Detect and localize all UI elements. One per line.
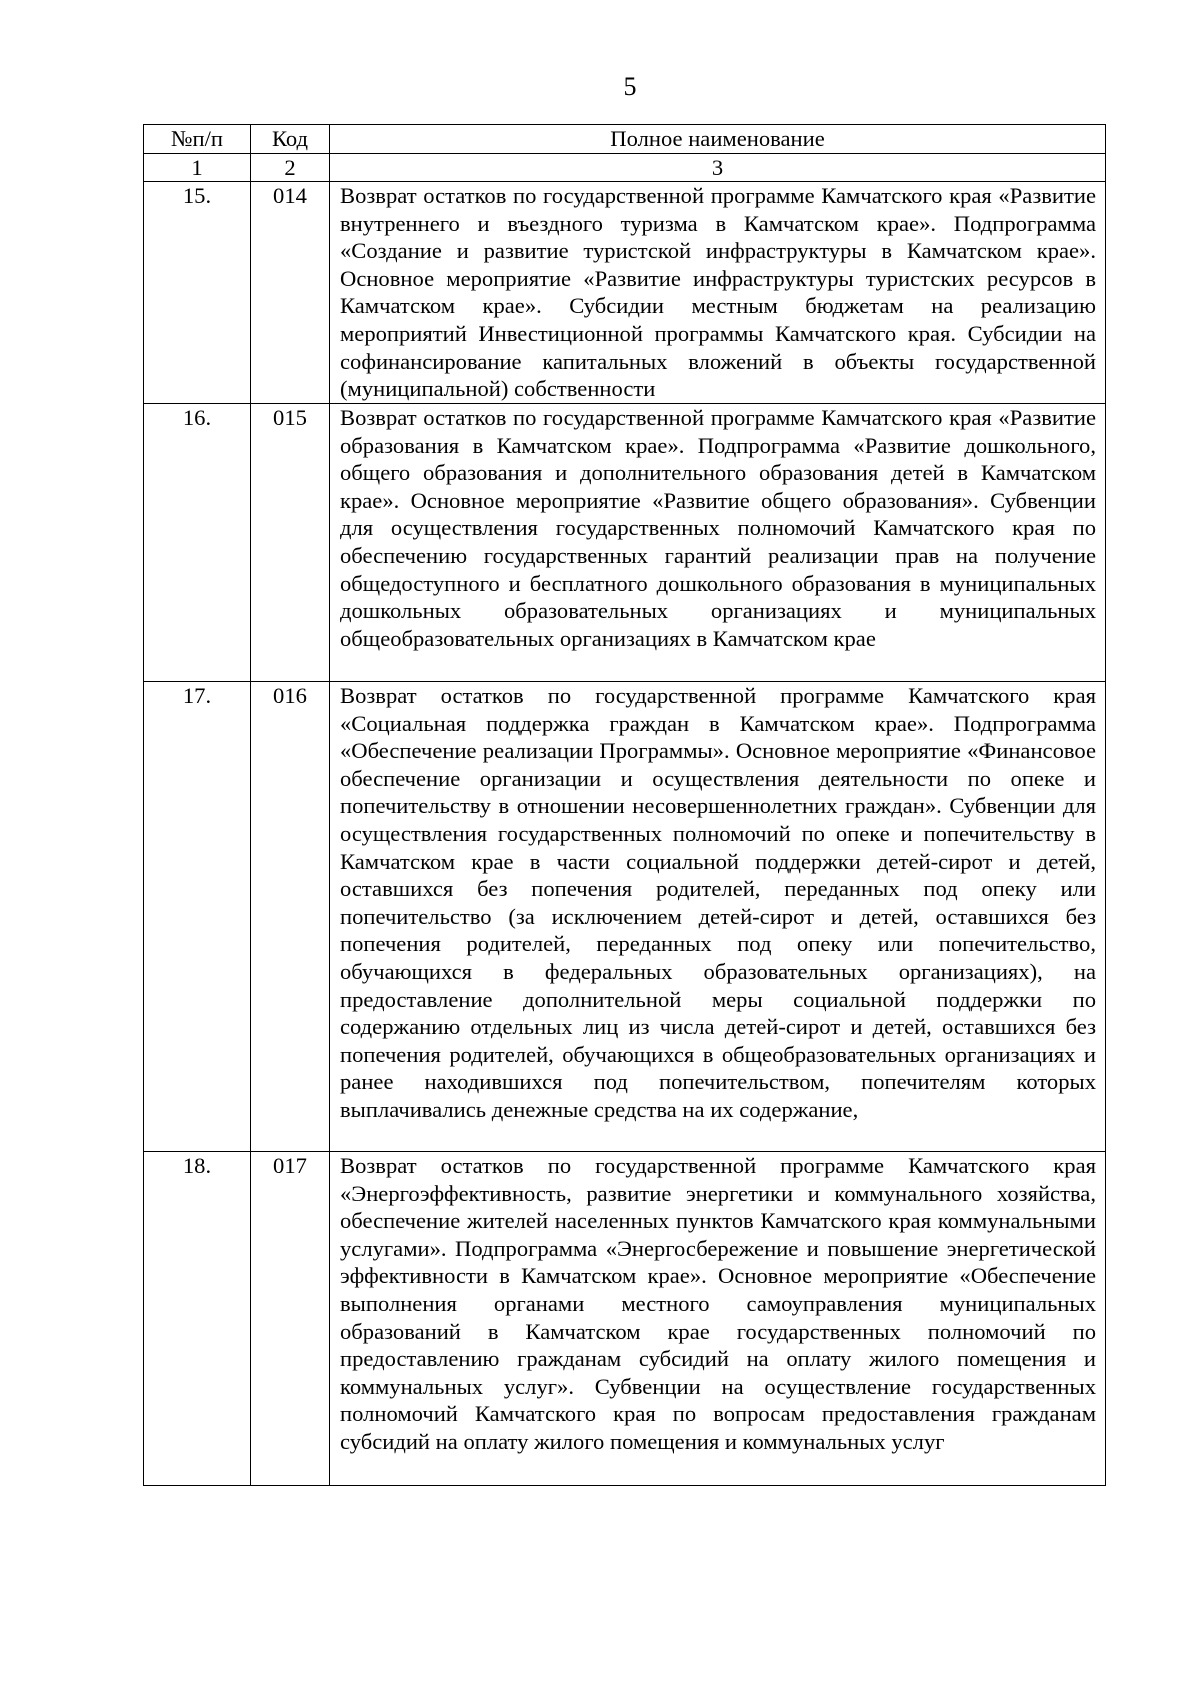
- row-number: 16.: [144, 404, 251, 682]
- budget-codes-table: [143, 124, 1106, 1486]
- header-code: Код: [251, 125, 330, 154]
- row-code: 016: [251, 682, 330, 1152]
- row-code: 014: [251, 182, 330, 404]
- table-row: [144, 182, 1106, 404]
- header-full-name: Полное наименование: [330, 125, 1106, 154]
- page-number: 5: [623, 72, 637, 101]
- row-number: 15.: [144, 182, 251, 404]
- column-index: 2: [251, 154, 330, 182]
- row-number: 17.: [144, 682, 251, 1152]
- column-index: 1: [144, 154, 251, 182]
- table-row: [144, 404, 1106, 682]
- table-row: [144, 682, 1106, 1152]
- column-index-row: [144, 154, 1106, 182]
- row-number: 18.: [144, 1152, 251, 1486]
- row-code: 017: [251, 1152, 330, 1486]
- header-number: №п/п: [144, 125, 251, 154]
- table-row: [144, 1152, 1106, 1486]
- row-code: 015: [251, 404, 330, 682]
- row-full-name: Возврат остатков по государственной программе Камчатского края «Энергоэффективность, развитие энергетики и коммунального хозяйства, обеспечение жителей населенных пунктов Камчатского края коммунальными услугами». Подпрограмма «Энергосбережение и повышение энергетической эффективности в Камчатском крае». Основное мероприятие «Обеспечение выполнения органами местного самоуправления муниципальных образований в Камчатском крае государственных полномочий по предоставлению гражданам субсидий на оплату жилого помещения и коммунальных услуг». Субвенции на осуществление государственных полномочий Камчатского края по вопросам предоставления гражданам субсидий на оплату жилого помещения и коммунальных услуг: [330, 1152, 1106, 1486]
- table-header-row: [144, 125, 1106, 154]
- column-index: 3: [330, 154, 1106, 182]
- row-full-name: Возврат остатков по государственной программе Камчатского края «Развитие внутреннего и въездного туризма в Камчатском крае». Подпрограмма «Создание и развитие туристской инфраструктуры в Камчатском крае». Основное мероприятие «Развитие инфраструктуры туристских ресурсов в Камчатском крае». Субсидии местным бюджетам на реализацию мероприятий Инвестиционной программы Камчатского края. Субсидии на софинансирование капитальных вложений в объекты государственной (муниципальной) собственности: [330, 182, 1106, 404]
- row-full-name: Возврат остатков по государственной программе Камчатского края «Развитие образования в Камчатском крае». Подпрограмма «Развитие дошкольного, общего образования и дополнительного образования детей в Камчатском крае». Основное мероприятие «Развитие общего образования». Субвенции для осуществления государственных полномочий Камчатского края по обеспечению государственных гарантий реализации прав на получение общедоступного и бесплатного дошкольного образования в муниципальных дошкольных образовательных организациях и муниципальных общеобразовательных организациях в Камчатском крае: [330, 404, 1106, 682]
- row-full-name: Возврат остатков по государственной программе Камчатского края «Социальная поддержка граждан в Камчатском крае». Подпрограмма «Обеспечение реализации Программы». Основное мероприятие «Финансовое обеспечение организации и осуществления деятельности по опеке и попечительству в отношении несовершеннолетних граждан». Субвенции для осуществления государственных полномочий по опеке и попечительству в Камчатском крае в части социальной поддержки детей-сирот и детей, оставшихся без попечения родителей, переданных под опеку или попечительство (за исключением детей-сирот и детей, оставшихся без попечения родителей, переданных под опеку или попечительство, обучающихся в федеральных образовательных организациях), на предоставление дополнительной меры социальной поддержки по содержанию отдельных лиц из числа детей-сирот и детей, оставшихся без попечения родителей, обучающихся в общеобразовательных организациях и ранее находившихся под попечительством, попечителям которых выплачивались денежные средства на их содержание,: [330, 682, 1106, 1152]
